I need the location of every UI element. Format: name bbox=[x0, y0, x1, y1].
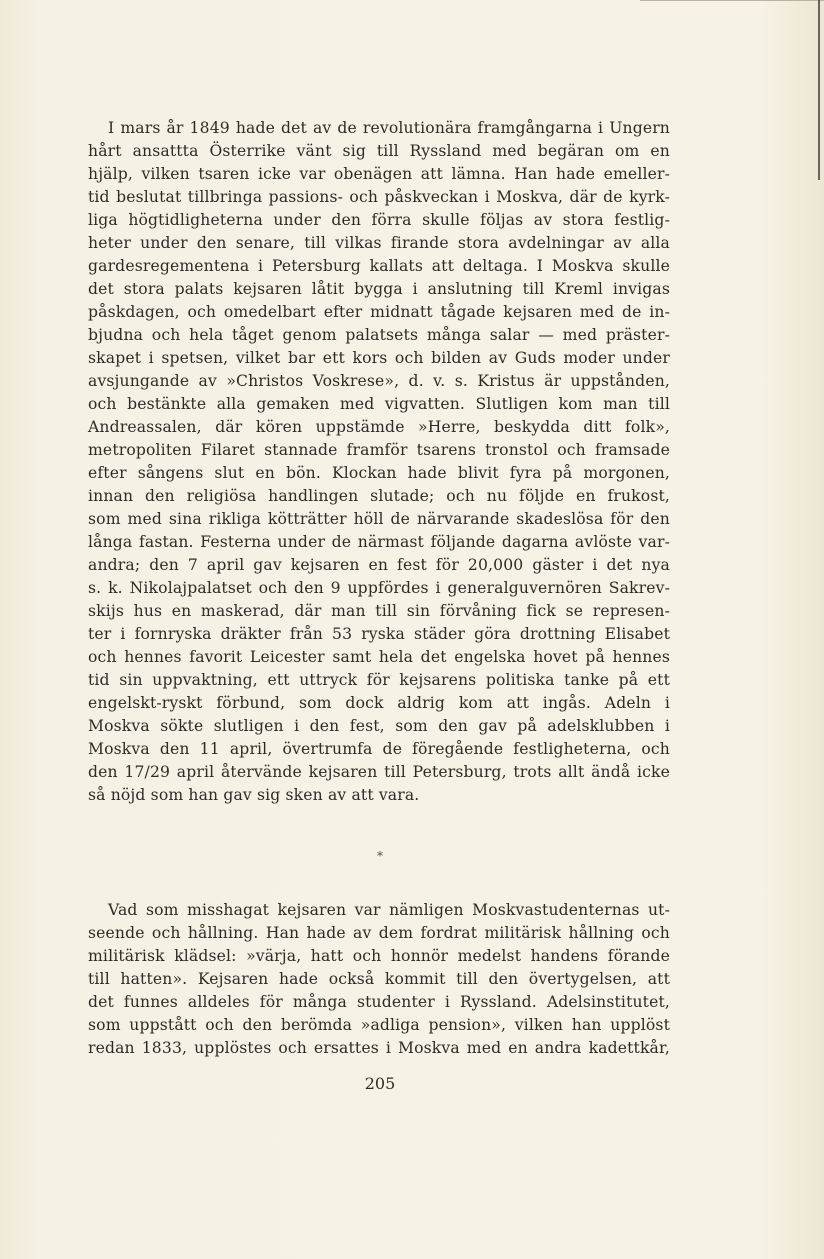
text-line: till hatten». Kejsaren hade också kommit till den övertygelsen, att bbox=[88, 970, 670, 988]
text-line: efter sångens slut en bön. Klockan hade blivit fyra på morgonen, bbox=[88, 464, 670, 482]
text-line: Andreassalen, där kören uppstämde »Herre, beskydda ditt folk», bbox=[88, 418, 670, 436]
page-edge-line bbox=[818, 0, 820, 180]
text-line: s. k. Nikolajpalatset och den 9 uppfördes i generalguvernören Sakrev- bbox=[88, 579, 670, 597]
section-separator: * bbox=[377, 849, 383, 863]
text-line: Moskva sökte slutligen i den fest, som den gav på adelsklubben i bbox=[88, 717, 670, 735]
text-line: redan 1833, upplöstes och ersattes i Moskva med en andra kadettkår, bbox=[88, 1039, 670, 1057]
text-line: avsjungande av »Christos Voskrese», d. v. s. Kristus är uppstånden, bbox=[88, 372, 670, 390]
text-line: I mars år 1849 hade det av de revolutionära framgångarna i Ungern bbox=[108, 119, 670, 137]
text-line: skijs hus en maskerad, där man till sin förvåning fick se represen- bbox=[88, 602, 670, 620]
text-line: gardesregementena i Petersburg kallats att deltaga. I Moskva skulle bbox=[88, 257, 670, 275]
text-line: bjudna och hela tåget genom palatsets många salar — med präster- bbox=[88, 326, 670, 344]
text-line: militärisk klädsel: »värja, hatt och honnör medelst handens förande bbox=[88, 947, 670, 965]
text-line: seende och hållning. Han hade av dem fordrat militärisk hållning och bbox=[88, 924, 670, 942]
text-line: som med sina rikliga kötträtter höll de närvarande skadeslösa för den bbox=[88, 510, 670, 528]
top-edge-line bbox=[640, 0, 824, 1]
text-line: den 17/29 april återvände kejsaren till Petersburg, trots allt ändå icke bbox=[88, 763, 670, 781]
text-line: skapet i spetsen, vilket bar ett kors och bilden av Guds moder under bbox=[88, 349, 670, 367]
text-line: metropoliten Filaret stannade framför tsarens tronstol och framsade bbox=[88, 441, 670, 459]
text-line: liga högtidligheterna under den förra skulle följas av stora festlig- bbox=[88, 211, 670, 229]
text-line: Moskva den 11 april, övertrumfa de föregående festligheterna, och bbox=[88, 740, 670, 758]
page-number: 205 bbox=[364, 1074, 396, 1093]
text-line: tid sin uppvaktning, ett uttryck för kejsarens politiska tanke på ett bbox=[88, 671, 670, 689]
text-line: hjälp, vilken tsaren icke var obenägen att lämna. Han hade emeller- bbox=[88, 165, 670, 183]
text-line: påskdagen, och omedelbart efter midnatt tågade kejsaren med de in- bbox=[88, 303, 670, 321]
text-line: innan den religiösa handlingen slutade; och nu följde en frukost, bbox=[88, 487, 670, 505]
text-line: tid beslutat tillbringa passions- och påskveckan i Moskva, där de kyrk- bbox=[88, 188, 670, 206]
text-line: och hennes favorit Leicester samt hela det engelska hovet på hennes bbox=[88, 648, 670, 666]
text-line: det stora palats kejsaren låtit bygga i anslutning till Kreml invigas bbox=[88, 280, 670, 298]
text-line: så nöjd som han gav sig sken av att vara. bbox=[88, 786, 420, 804]
text-line: och bestänkte alla gemaken med vigvatten. Slutligen kom man till bbox=[88, 395, 670, 413]
text-line: engelskt-ryskt förbund, som dock aldrig kom att ingås. Adeln i bbox=[88, 694, 670, 712]
text-line: heter under den senare, till vilkas firande stora avdelningar av alla bbox=[88, 234, 670, 252]
text-line: ter i fornryska dräkter från 53 ryska städer göra drottning Elisabet bbox=[88, 625, 670, 643]
text-line: som uppstått och den berömda »adliga pension», vilken han upplöst bbox=[88, 1016, 670, 1034]
text-line: hårt ansattta Österrike vänt sig till Ryssland med begäran om en bbox=[88, 142, 670, 160]
text-line: andra; den 7 april gav kejsaren en fest för 20,000 gäster i det nya bbox=[88, 556, 670, 574]
text-line: det funnes alldeles för många studenter i Ryssland. Adelsinstitutet, bbox=[88, 993, 670, 1011]
text-line: Vad som misshagat kejsaren var nämligen Moskvastudenternas ut- bbox=[108, 901, 670, 919]
text-line: långa fastan. Festerna under de närmast följande dagarna avlöste var- bbox=[88, 533, 670, 551]
